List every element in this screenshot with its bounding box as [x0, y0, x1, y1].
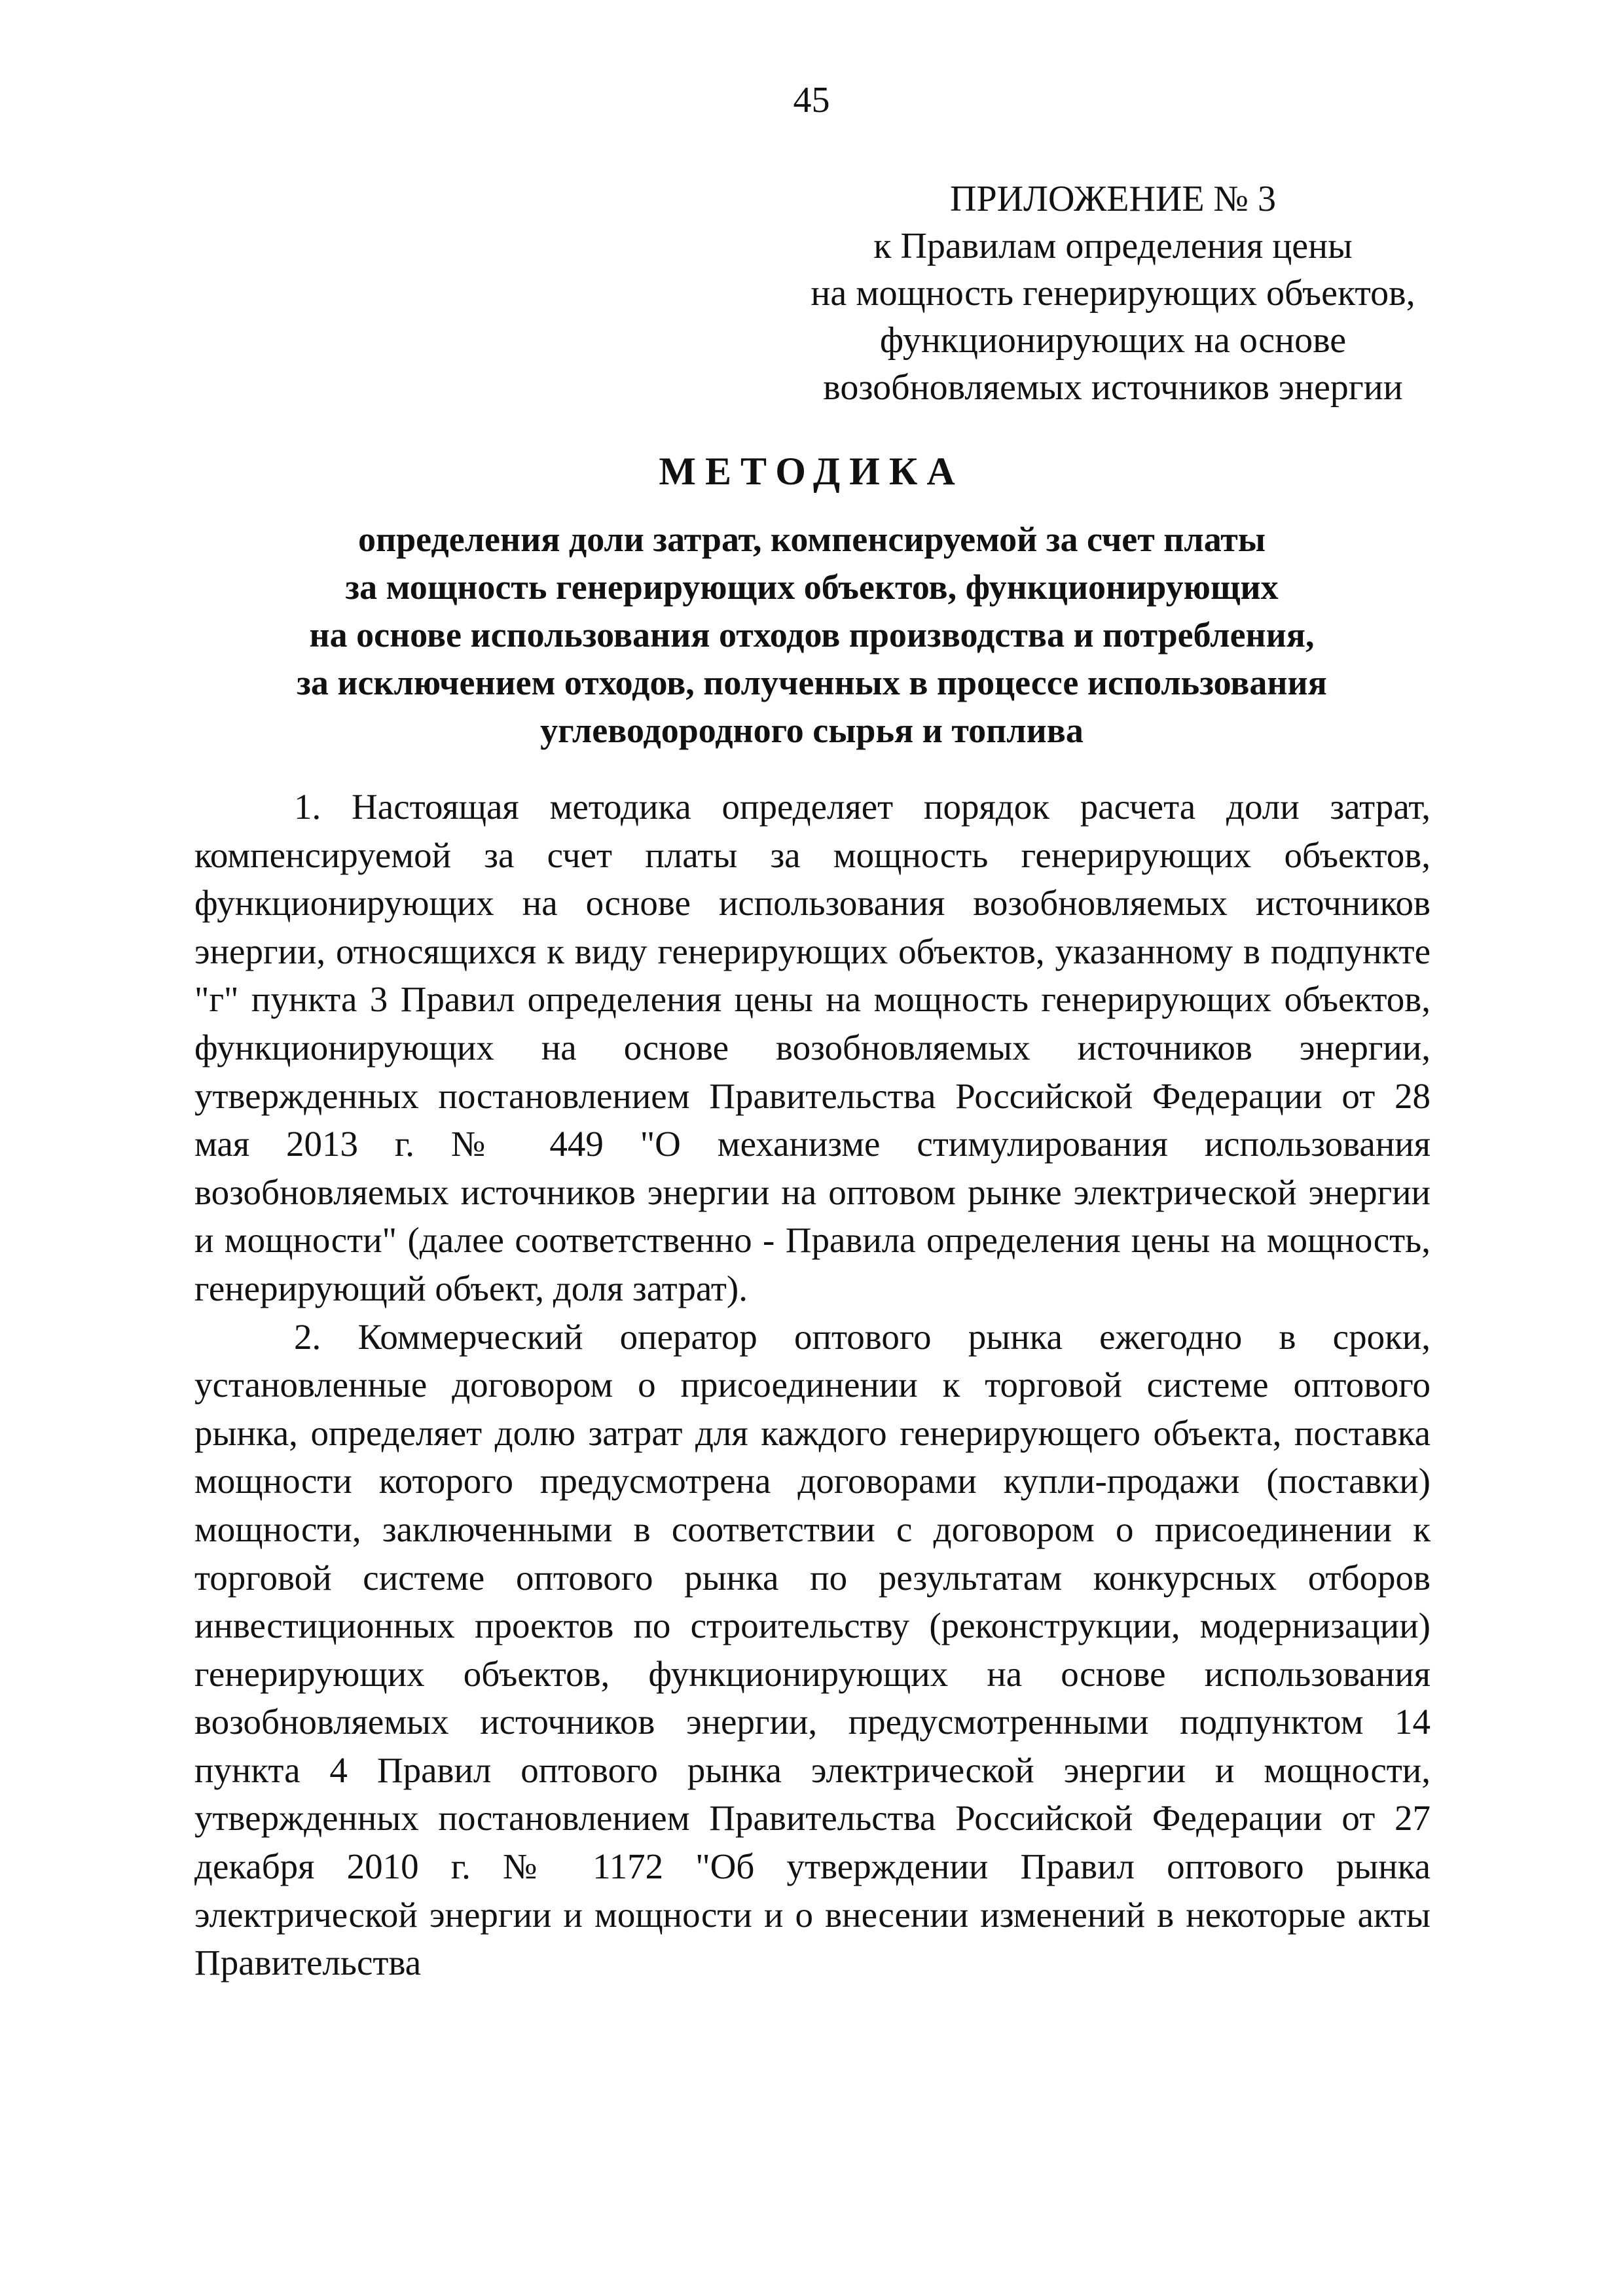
subtitle-line: на основе использования отходов производства и потребления,: [309, 615, 1315, 655]
paragraph-1: 1. Настоящая методика определяет порядок расчета доли затрат, компенсируемой за счет платы за мощность генерирующих объектов, функционирующих на основе использования возобновляемых источников энергии, относящихся к виду генерирующих объектов, указанному в подпункте "г" пункта 3 Правил определения цены на мощность генерирующих объектов, функционирующих на основе возобновляемых источников энергии, утвержденных постановлением Правительства Российской Федерации от 28 мая 2013 г. № 449 "О механизме стимулирования использования возобновляемых источников энергии на оптовом рынке электрической энергии и мощности" (далее соответственно - Правила определения цены на мощность, генерирующий объект, доля затрат).: [194, 787, 1431, 1308]
page-number: 45: [793, 80, 830, 120]
appendix-line: к Правилам определения цены: [873, 226, 1353, 266]
document-subtitle: [196, 516, 1427, 755]
paragraph-2: 2. Коммерческий оператор оптового рынка ежегодно в сроки, установленные договором о присоединении к торговой системе оптового рынка, определяет долю затрат для каждого генерирующего объекта, поставка мощности которого предусмотрена договорами купли-продажи (поставки) мощности, заключенными в соответствии с договором о присоединении к торговой системе оптового рынка по результатам конкурсных отборов инвестиционных проектов по строительству (реконструкции, модернизации) генерирующих объектов, функционирующих на основе использования возобновляемых источников энергии, предусмотренными подпунктом 14 пункта 4 Правил оптового рынка электрической энергии и мощности, утвержденных постановлением Правительства Российской Федерации от 27 декабря 2010 г. № 1172 "Об утверждении Правил оптового рынка электрической энергии и мощности и о внесении изменений в некоторые акты Правительства: [194, 1316, 1431, 1983]
body-text: [194, 783, 1431, 1987]
appendix-header: [733, 175, 1493, 411]
appendix-number: ПРИЛОЖЕНИЕ № 3: [950, 179, 1276, 219]
subtitle-line: определения доли затрат, компенсируемой за счет платы: [358, 520, 1266, 559]
appendix-line: возобновляемых источников энергии: [823, 367, 1403, 408]
subtitle-line: за мощность генерирующих объектов, функционирующих: [345, 567, 1279, 607]
document-title: МЕТОДИКА: [659, 450, 964, 493]
subtitle-line: за исключением отходов, полученных в процессе использования: [297, 663, 1327, 702]
appendix-line: на мощность генерирующих объектов,: [811, 273, 1415, 314]
appendix-line: функционирующих на основе: [879, 320, 1347, 361]
subtitle-line: углеводородного сырья и топлива: [540, 711, 1084, 750]
